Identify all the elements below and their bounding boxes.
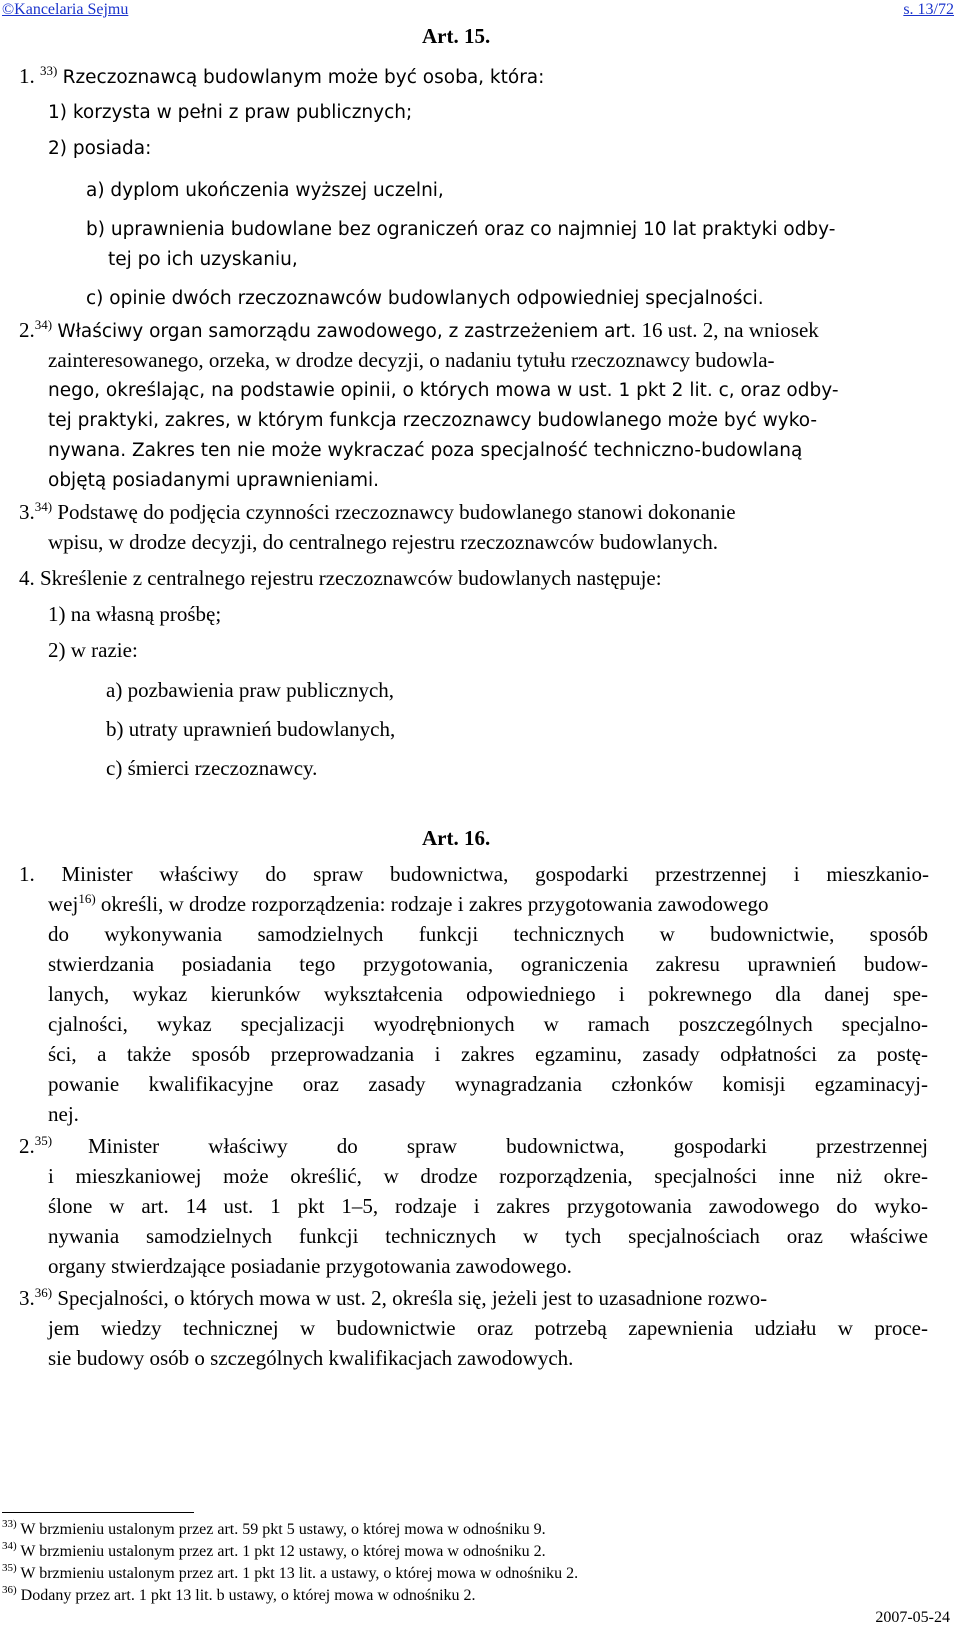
para-number: 3. xyxy=(19,1286,35,1310)
para-text: Specjalności, o których mowa w ust. 2, określa się, jeżeli jest to uzasadnione rozwo- xyxy=(57,1286,768,1310)
art15-p1-letter-b-line2: tej po ich uzyskaniu, xyxy=(108,249,298,270)
footnote-35 xyxy=(2,1564,578,1584)
art16-p1-line9: nej. xyxy=(48,1102,79,1126)
copyright-text[interactable]: ©Kancelaria Sejmu xyxy=(2,1,129,18)
art15-p2-line3: nego, określając, na podstawie opinii, o których mowa w ust. 1 pkt 2 lit. c, oraz odby- xyxy=(48,380,839,401)
footnote-ref[interactable]: 33) xyxy=(40,63,58,78)
footnote-text: W brzmieniu ustalonym przez art. 59 pkt 5 ustawy, o której mowa w odnośniku 9. xyxy=(20,1521,546,1538)
art16-p1-line6: cjalności, wykaz specjalizacji wyodrębnionych w ramach poszczególnych specjalno- xyxy=(48,1012,928,1036)
art16-p1-line4: stwierdzania posiadania tego przygotowania, ograniczenia zakresu uprawnień budow- xyxy=(48,952,928,976)
page-number-link[interactable] xyxy=(903,0,954,20)
art15-p1-intro xyxy=(19,64,544,90)
document-date: 2007-05-24 xyxy=(875,1609,950,1626)
art15-p2-line1 xyxy=(19,318,819,344)
footnote-text: W brzmieniu ustalonym przez art. 1 pkt 12 ustawy, o której mowa w odnośniku 2. xyxy=(20,1543,546,1560)
footnote-mark: 34) xyxy=(2,1540,17,1552)
art15-p1-point-1: 1) korzysta w pełni z praw publicznych; xyxy=(48,102,413,123)
copyright-link[interactable] xyxy=(2,0,128,20)
footnote-mark: 33) xyxy=(2,1518,17,1530)
para-text: Właściwy organ samorządu zawodowego, z zastrzeżeniem art. xyxy=(57,321,637,342)
art15-p1-point-2: 2) posiada: xyxy=(48,138,152,159)
para-number: 2. xyxy=(19,1134,35,1158)
para-number: 2. xyxy=(19,318,35,342)
art15-p1-letter-b-line1: b) uprawnienia budowlane bez ograniczeń oraz co najmniej 10 lat praktyki odby- xyxy=(86,219,836,240)
footnote-text: W brzmieniu ustalonym przez art. 1 pkt 13 lit. a ustawy, o której mowa w odnośniku 2. xyxy=(20,1565,579,1582)
art15-p2-line6: objętą posiadanymi uprawnieniami. xyxy=(48,470,380,491)
para-text-cont: określi, w drodze rozporządzenia: rodzaje i zakres przygotowania zawodowego xyxy=(100,892,769,916)
para-number: 1. xyxy=(19,64,35,88)
footnote-mark: 35) xyxy=(2,1562,17,1574)
art15-p4-intro: 4. Skreślenie z centralnego rejestru rzeczoznawców budowlanych następuje: xyxy=(19,566,662,590)
para-text: wej xyxy=(48,892,79,916)
art16-p3-line3: sie budowy osób o szczególnych kwalifikacjach zawodowych. xyxy=(48,1346,574,1370)
art16-p2-line2: i mieszkaniowej może określić, w drodze rozporządzenia, specjalności inne niż okre- xyxy=(48,1164,928,1188)
art15-p4-point-1: 1) na własną prośbę; xyxy=(48,602,222,626)
footnote-ref[interactable]: 35) xyxy=(34,1133,53,1148)
art16-p1-line8: powanie kwalifikacyjne oraz zasady wynagradzania członków komisji egzaminacyj- xyxy=(48,1072,928,1096)
art15-p4-letter-a: a) pozbawienia praw publicznych, xyxy=(106,678,395,702)
art-16-heading: Art. 16. xyxy=(422,826,491,850)
footnote-ref[interactable]: 36) xyxy=(34,1285,53,1300)
footnote-36 xyxy=(2,1586,476,1606)
art16-p1-line2 xyxy=(48,892,769,917)
para-text-cont: 16 ust. 2, na wniosek xyxy=(641,318,819,342)
footnote-ref[interactable]: 16) xyxy=(78,891,96,906)
art-15-heading: Art. 15. xyxy=(422,24,491,48)
art15-p1-letter-a: a) dyplom ukończenia wyższej uczelni, xyxy=(86,180,444,201)
art16-p2-number xyxy=(19,1134,52,1159)
art16-p1-line1: 1. Minister właściwy do spraw budownictwa, gospodarki przestrzennej i mieszkanio- xyxy=(19,862,929,886)
art15-p4-letter-c: c) śmierci rzeczoznawcy. xyxy=(106,756,318,780)
art16-p1-line5: lanych, wykaz kierunków wykształcenia odpowiedniego i pokrewnego dla danej spe- xyxy=(48,982,928,1006)
art15-p1-letter-c: c) opinie dwóch rzeczoznawców budowlanych odpowiedniej specjalności. xyxy=(86,288,764,309)
art16-p1-line3: do wykonywania samodzielnych funkcji technicznych w budownictwie, sposób xyxy=(48,922,928,946)
art15-p3-line2: wpisu, w drodze decyzji, do centralnego rejestru rzeczoznawców budowlanych. xyxy=(48,530,718,554)
footnote-separator xyxy=(2,1512,194,1513)
art15-p4-point-2: 2) w razie: xyxy=(48,638,138,662)
art15-p3-line1 xyxy=(19,500,736,525)
art16-p3-line1 xyxy=(19,1286,767,1311)
footnote-text: Dodany przez art. 1 pkt 13 lit. b ustawy, o której mowa w odnośniku 2. xyxy=(20,1587,476,1604)
para-text: Rzeczoznawcą budowlanym może być osoba, która: xyxy=(62,67,545,88)
footnote-34 xyxy=(2,1542,546,1562)
art16-p2-line5: organy stwierdzające posiadanie przygotowania zawodowego. xyxy=(48,1254,572,1278)
art15-p2-line4: tej praktyki, zakres, w którym funkcja rzeczoznawcy budowlanego może być wyko- xyxy=(48,410,818,431)
footnote-mark: 36) xyxy=(2,1584,17,1596)
para-number: 3. xyxy=(19,500,35,524)
footnote-33 xyxy=(2,1520,546,1540)
art15-p4-letter-b: b) utraty uprawnień budowlanych, xyxy=(106,717,396,741)
footnote-ref[interactable]: 34) xyxy=(34,317,53,332)
page-number-text[interactable]: s. 13/72 xyxy=(903,1,954,18)
art15-p2-line5: nywana. Zakres ten nie może wykraczać poza specjalność techniczno-budowlaną xyxy=(48,440,803,461)
art15-p2-line2: zainteresowanego, orzeka, w drodze decyzji, o nadaniu tytułu rzeczoznawcy budowla- xyxy=(48,348,775,372)
art16-p1-line7: ści, a także sposób przeprowadzania i zakres egzaminu, zasady odpłatności za postę- xyxy=(48,1042,928,1066)
footnote-ref[interactable]: 34) xyxy=(34,499,53,514)
art16-p2-line1: Minister właściwy do spraw budownictwa, gospodarki przestrzennej xyxy=(88,1134,928,1158)
para-text: Podstawę do podjęcia czynności rzeczoznawcy budowlanego stanowi dokonanie xyxy=(57,500,736,524)
art16-p3-line2: jem wiedzy technicznej w budownictwie oraz potrzebą zapewnienia udziału w proce- xyxy=(48,1316,928,1340)
art16-p2-line3: ślone w art. 14 ust. 1 pkt 1–5, rodzaje i zakres przygotowania zawodowego do wyko- xyxy=(48,1194,928,1218)
art16-p2-line4: nywania samodzielnych funkcji technicznych w tych specjalnościach oraz właściwe xyxy=(48,1224,928,1248)
